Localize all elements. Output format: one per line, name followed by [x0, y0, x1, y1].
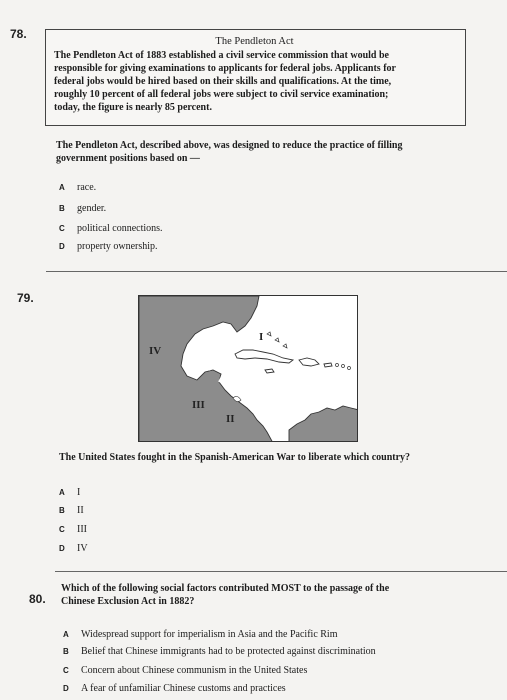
choice-text: political connections. [77, 223, 163, 234]
q78-choice-c[interactable] [59, 223, 163, 235]
q79-choice-b[interactable] [59, 505, 84, 517]
q80-choice-d[interactable] [63, 683, 286, 695]
choice-text: property ownership. [77, 241, 158, 252]
choice-letter: D [59, 242, 65, 251]
choice-text: Widespread support for imperialism in Asia and the Pacific Rim [81, 629, 338, 640]
q80-choice-b[interactable] [63, 646, 376, 658]
source-line: The Pendleton Act of 1883 established a civil service commission that would be [54, 50, 389, 61]
q79-choice-a[interactable] [59, 487, 80, 499]
choice-letter: A [59, 488, 65, 497]
stem-line: Which of the following social factors contributed MOST to the passage of the [61, 583, 390, 594]
choice-letter: D [63, 684, 69, 693]
q79-choice-c[interactable] [59, 524, 87, 536]
choice-text: A fear of unfamiliar Chinese customs and practices [81, 683, 286, 694]
q78-choice-d[interactable] [59, 241, 158, 253]
choice-text: race. [77, 182, 97, 193]
choice-letter: A [59, 183, 65, 192]
choice-text: II [77, 505, 84, 516]
question-78-number: 78. [10, 27, 27, 41]
choice-letter: D [59, 544, 65, 553]
choice-letter: B [59, 506, 65, 515]
choice-text: gender. [77, 203, 107, 214]
island-jamaica [265, 369, 274, 373]
choice-letter: C [59, 224, 65, 233]
source-line: responsible for giving examinations to applicants for federal jobs. Applicants for [54, 63, 396, 74]
q78-choice-b[interactable] [59, 203, 106, 215]
choice-letter: A [63, 630, 69, 639]
question-80-number: 80. [29, 592, 46, 606]
q79-choice-d[interactable] [59, 543, 88, 555]
stem-line: The Pendleton Act, described above, was designed to reduce the practice of filling [56, 140, 403, 151]
source-text [54, 49, 455, 114]
question-79-number: 79. [17, 291, 34, 305]
choice-text: Belief that Chinese immigrants had to be protected against discrimination [81, 646, 376, 657]
choice-text: III [77, 524, 87, 535]
map-label-i: I [259, 331, 264, 343]
source-line: federal jobs would be hired based on their skills and qualifications. At the time, [54, 76, 392, 87]
map-label-ii: II [226, 413, 235, 425]
island-puerto-rico [324, 363, 332, 367]
choice-letter: C [59, 525, 65, 534]
stem-line: Chinese Exclusion Act in 1882? [61, 596, 195, 607]
divider [55, 571, 507, 572]
source-title: The Pendleton Act [215, 36, 294, 47]
q80-choice-a[interactable] [63, 629, 337, 641]
map-label-iv: IV [149, 345, 162, 357]
caribbean-map [138, 295, 358, 442]
map-label-iii: III [192, 399, 205, 411]
choice-text: IV [77, 543, 88, 554]
question-80-stem [61, 582, 389, 608]
source-line: today, the figure is nearly 85 percent. [54, 102, 212, 113]
choice-text: Concern about Chinese communism in the United States [81, 665, 308, 676]
source-box [45, 29, 466, 126]
question-78-stem [56, 139, 402, 165]
question-79-stem: The United States fought in the Spanish-American War to liberate which country? [59, 452, 411, 463]
choice-letter: C [63, 666, 69, 675]
divider [46, 271, 507, 272]
choice-letter: B [59, 204, 65, 213]
choice-text: I [77, 487, 81, 498]
q78-choice-a[interactable] [59, 182, 96, 194]
stem-line: government positions based on — [56, 153, 200, 164]
q80-choice-c[interactable] [63, 665, 307, 677]
source-line: roughly 10 percent of all federal jobs were subject to civil service examination; [54, 89, 389, 100]
choice-letter: B [63, 647, 69, 656]
